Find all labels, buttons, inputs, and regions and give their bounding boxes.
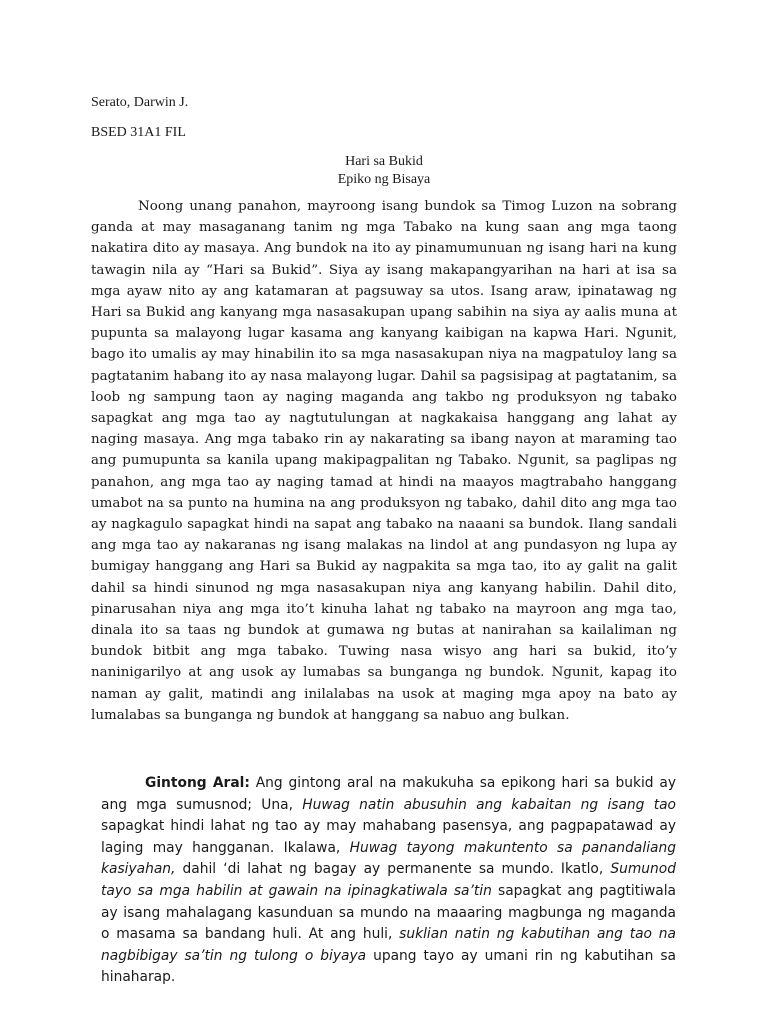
- moral-lesson-3: Sumunod tayo sa mga habilin at gawain na ipinagkatiwala sa’tin: [101, 861, 676, 899]
- moral-text-3: sapagkat ang pagtitiwala ay isang mahalagang kasunduan sa mundo na maaaring magbunga ng maganda o masama sa bandang huli. At ang huli,: [101, 882, 676, 943]
- moral-text-4: upang tayo ay umani rin ng kabutihan sa hinaharap.: [101, 947, 676, 986]
- moral-intro: Ang gintong aral na makukuha sa epikong hari sa bukid ay ang mga sumusnod; Una,: [101, 775, 676, 813]
- document-subtitle: Epiko ng Bisaya: [337, 172, 431, 187]
- story-paragraph: Noong unang panahon, mayroong isang bundok sa Timog Luzon na sobrang ganda at may masaganang tanim ng mga Tabako na kung saan ang mga taong nakatira dito ay masaya. Ang bundok na ito ay pinamumunuan ng isang hari na kung tawagin nila ay “Hari sa Bukid”. Siya ay isang makapangyarihan na hari at isa sa mga ayaw nito ay ang katamaran at pagsuway sa utos. Isang araw, ipinatawag ng Hari sa Bukid ang kanyang mga nasasakupan upang sabihin na siya ay aalis muna at pupunta sa malayong lugar kasama ang kanyang kaibigan na kapwa Hari. Ngunit, bago ito umalis ay may hinabilin ito sa mga nasasakupan niya na magpatuloy lang sa pagtatanim habang ito ay nasa malayong lugar. Dahil sa pagsisipag at pagtatanim, sa loob ng sampung taon ay naging maganda ang takbo ng produksyon ng tabako sapagkat ang mga tao ay nagtutulungan at nagkakaisa hanggang ang lahat ay naging masaya. Ang mga tabako rin ay nakarating sa ibang nayon at maraming tao ang pumupunta sa kanila upang makipagpalitan ng Tabako. Ngunit, sa paglipas ng panahon, ang mga tao ay naging tamad at hindi na maayos magtrabaho hanggang umabot na sa punto na humina na ang produksyon ng tabako, dahil dito ang mga tao ay nagkagulo sapagkat hindi na sapat ang tabako na naaani sa bundok. Ilang sandali ang mga tao ay nakaranas ng isang malakas na lindol at ang pundasyon ng lupa ay bumigay hanggang ang Hari sa Bukid ay nagpakita sa mga tao, ito ay galit na galit dahil sa hindi sinunod ng mga nasasakupan niya ang kanyang habilin. Dahil dito, pinarusahan niya ang mga ito’t kinuha lahat ng tabako na mayroon ang mga tao, dinala ito sa taas ng bundok at gumawa ng butas at nanirahan sa kailaliman ng bundok bitbit ang mga tabako. Tuwing nasa wisyo ang hari sa bukid, ito’y naninigarilyo at ang usok ay lumabas sa bunganga ng bundok. Ngunit, kapag ito naman ay galit, matindi ang inilalabas na usok at maging mga apoy na bato ay lumalabas sa bunganga ng bundok at hanggang sa nabuo ang bulkan.: [91, 199, 677, 723]
- author-name: Serato, Darwin J.: [91, 95, 189, 110]
- moral-lesson-paragraph: [101, 773, 676, 989]
- moral-lesson-2: Huwag tayong makuntento sa panandaliang kasiyahan,: [101, 839, 676, 878]
- moral-lesson-1: Huwag natin abusuhin ang kabaitan ng isang tao: [302, 796, 676, 813]
- moral-text-2: dahil ‘di lahat ng bagay ay permanente sa mundo. Ikatlo,: [175, 861, 611, 878]
- moral-text-1: sapagkat hindi lahat ng tao ay may mahabang pasensya, ang pagpapatawad ay laging may hangganan. Ikalawa,: [101, 818, 676, 856]
- moral-label: Gintong Aral:: [145, 775, 250, 791]
- course-section: BSED 31A1 FIL: [91, 125, 186, 140]
- document-title: Hari sa Bukid: [345, 154, 423, 169]
- moral-lesson-4: suklian natin ng kabutihan ang tao na nagbibigay sa’tin ng tulong o biyaya: [101, 926, 676, 964]
- title-block: [0, 153, 768, 189]
